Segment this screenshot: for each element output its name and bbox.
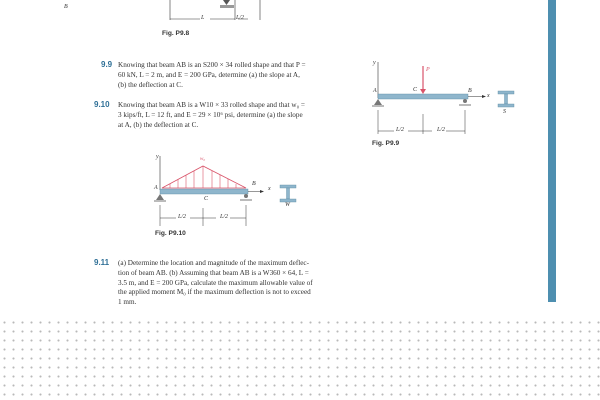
fig99-label-c: C — [413, 87, 418, 93]
fig910-label-y: y — [156, 154, 159, 160]
dotted-background — [0, 318, 600, 400]
fig98-label-b: B — [64, 4, 68, 10]
fig910-label-c: C — [204, 196, 209, 202]
fig910-label-w0: w₀ — [200, 157, 206, 162]
fig99-label-a: A — [373, 88, 377, 94]
problem-9-11-line: (a) Determine the location and magnitude of the maximum deflec- — [118, 259, 309, 267]
problem-9-11-line: 1 mm. — [118, 298, 137, 307]
fig99-label-y: y — [373, 60, 376, 66]
problem-9-9-number: 9.9 — [101, 60, 113, 69]
fig910-label-x: x — [268, 186, 271, 192]
fig910-label-l2b: L/2 — [220, 214, 229, 220]
fig910-label-a: A — [154, 185, 158, 191]
problem-9-11-text — [118, 259, 368, 308]
problem-9-9-line: (b) the deflection at C. — [118, 80, 183, 89]
problem-9-9-line: Knowing that beam AB is an S200 × 34 rolled shape and that P = — [118, 61, 306, 69]
problem-9-11-number: 9.11 — [94, 258, 110, 267]
problem-9-10-line: 3 kips/ft, L = 12 ft, and E = 29 × 10⁶ psi, determine (a) the slope — [118, 110, 303, 119]
fig-p9-8-caption: Fig. P9.8 — [162, 30, 190, 37]
figure-p9-10 — [150, 152, 320, 232]
figure-p9-8 — [160, 0, 280, 30]
fig98-label-l2: L/2 — [236, 15, 245, 21]
problem-9-9-text — [118, 61, 368, 90]
fig99-label-l2a: L/2 — [396, 127, 405, 133]
fig99-label-b: B — [468, 88, 472, 94]
fig99-label-l2b: L/2 — [437, 127, 446, 133]
fig99-label-x: x — [487, 93, 490, 99]
problem-9-9-line: 60 kN, L = 2 m, and E = 200 GPa, determine (a) the slope at A, — [118, 70, 300, 79]
problem-9-10-line: Knowing that beam AB is a W10 × 33 rolled shape and that w₀ = — [118, 101, 305, 109]
fig99-label-section: S — [503, 109, 506, 115]
fig910-label-section: W — [285, 202, 290, 208]
fig99-label-p: P — [426, 67, 430, 73]
figure-p9-9 — [370, 58, 530, 138]
problem-9-11-line: 3.5 m, and E = 200 GPa, calculate the maximum allowable value of — [118, 278, 313, 287]
problem-9-11-line: the applied moment M₀ if the maximum deflection is not to exceed — [118, 288, 311, 297]
problem-9-11-line: tion of beam AB. (b) Assuming that beam AB is a W360 × 64, L = — [118, 268, 309, 277]
problem-9-10-line: at A, (b) the deflection at C. — [118, 120, 199, 129]
fig98-label-l: L — [201, 15, 205, 21]
page-edge-strip — [548, 0, 556, 302]
problem-9-10-number: 9.10 — [94, 100, 110, 109]
fig-p9-9-caption: Fig. P9.9 — [372, 140, 400, 147]
fig910-label-b: B — [252, 181, 256, 187]
fig910-label-l2a: L/2 — [178, 214, 187, 220]
problem-9-10-text — [118, 101, 368, 130]
fig-p9-10-caption: Fig. P9.10 — [155, 230, 186, 237]
